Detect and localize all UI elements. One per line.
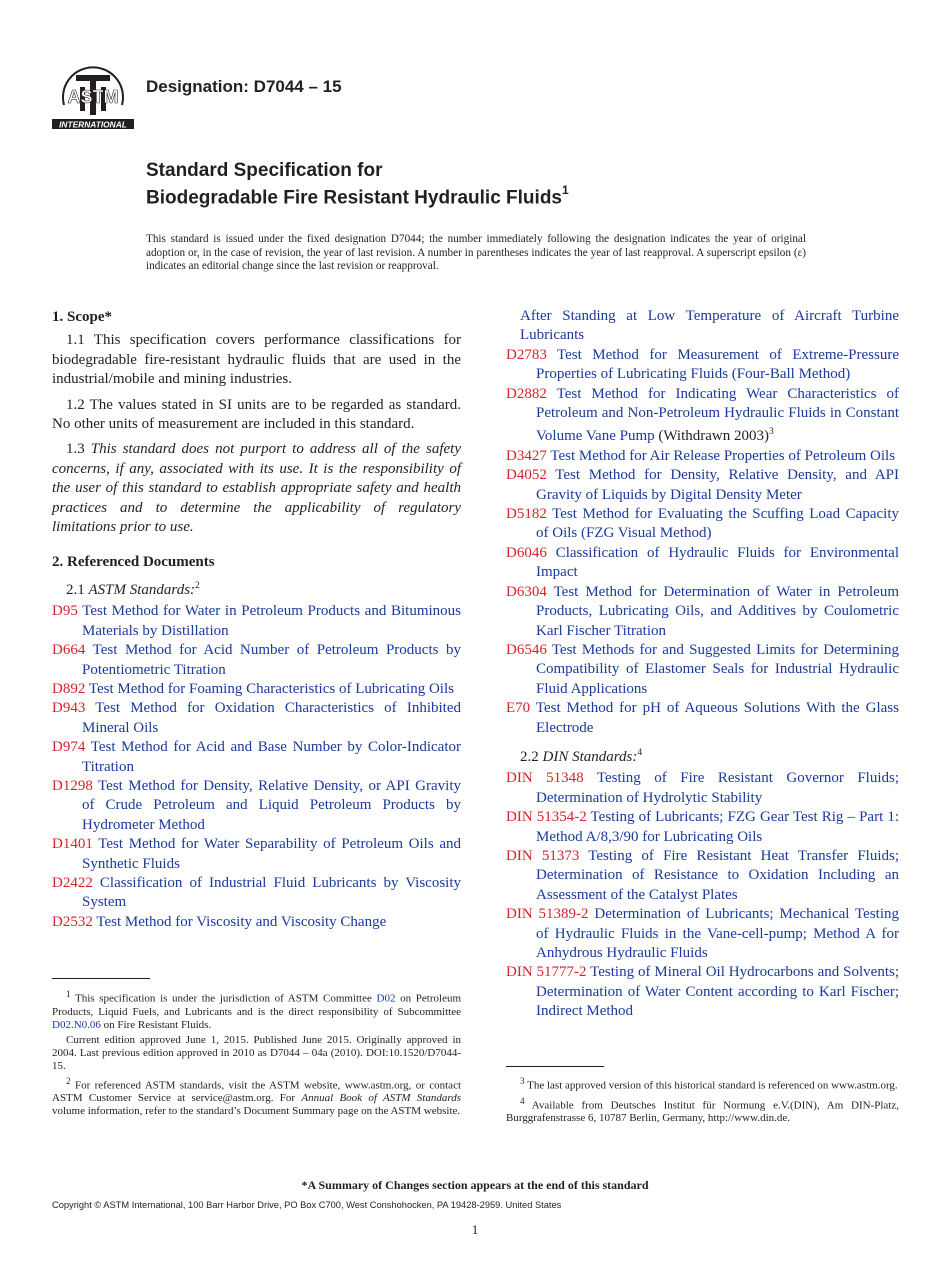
reference-title-link[interactable]: Test Method for Acid and Base Number by Color-Indicator Titration: [82, 739, 462, 775]
astm-standards-mark: 2: [195, 580, 200, 591]
footnotes-left: [52, 988, 461, 1120]
reference-item: [506, 544, 899, 583]
reference-code-link[interactable]: D6046: [506, 544, 547, 561]
reference-code-link[interactable]: D5182: [506, 506, 547, 523]
footnote-1-text-c: on Fire Resistant Fluids.: [103, 1018, 212, 1031]
reference-item: [52, 602, 461, 641]
reference-code-link[interactable]: D1401: [52, 836, 93, 853]
reference-item: [506, 346, 899, 385]
d2532-continuation: After Standing at Low Temperature of Aircraft Turbine Lubricants: [520, 308, 899, 344]
din-ref-list: [506, 769, 899, 1021]
summary-of-changes-note: *A Summary of Changes section appears at the end of this standard: [301, 1178, 649, 1192]
footnote-4-mark: 4: [520, 1095, 525, 1106]
reference-title-link[interactable]: Test Method for Foaming Characteristics of Lubricating Oils: [88, 680, 454, 697]
reference-item: [52, 641, 461, 680]
reference-item: [506, 699, 899, 738]
footnote-4: [506, 1095, 899, 1126]
astm-standards-label: [52, 577, 461, 600]
reference-item: [506, 847, 899, 905]
subcommittee-link[interactable]: D02.N0.06: [52, 1018, 101, 1031]
reference-title-link[interactable]: Test Method for Density, Relative Density, and API Gravity of Liquids by Digital Density Meter: [536, 467, 899, 503]
logo-subtext: INTERNATIONAL: [59, 119, 127, 130]
refdocs-heading: 2. Referenced Documents: [52, 554, 215, 571]
reference-item: [52, 738, 461, 777]
logo-text: ASTM: [67, 87, 119, 107]
footnote-1-text-a: This specification is under the jurisdiction of ASTM Committee: [75, 992, 372, 1005]
astm-ref-list-left: [52, 602, 461, 932]
footnote-rule-right: [506, 1066, 604, 1067]
din-standards-title: DIN Standards:: [542, 748, 638, 765]
scope-1-3-number: 1.3: [66, 441, 85, 458]
right-column: [506, 307, 899, 1022]
scope-1-3: [52, 440, 461, 537]
reference-title-link[interactable]: Test Method for Indicating Wear Characteristics of Petroleum and Non-Petroleum Hydraulic Fluids in Constant Volume Vane Pump: [536, 385, 899, 445]
left-column: [52, 308, 461, 932]
page-number: 1: [471, 1222, 479, 1237]
reference-title-link[interactable]: Test Method for Evaluating the Scuffing Load Capacity of Oils (FZG Visual Method): [536, 506, 899, 542]
footnote-2: [52, 1075, 461, 1119]
reference-title-link[interactable]: Test Method for Density, Relative Density, or API Gravity of Crude Petroleum and Liquid Petroleum Products by Hydrometer Method: [82, 777, 461, 833]
reference-title-link[interactable]: Test Method for Air Release Properties of Petroleum Oils: [550, 447, 896, 464]
din-standards-number: 2.2: [520, 748, 539, 765]
reference-code-link[interactable]: DIN 51354-2: [506, 809, 587, 826]
reference-code-link[interactable]: D6304: [506, 583, 547, 600]
reference-title-link[interactable]: Test Method for Water in Petroleum Products and Bituminous Materials by Distillation: [82, 603, 462, 639]
footnote-4-text: Available from Deutsches Institut für Normung e.V.(DIN), Am DIN-Platz, Burggrafenstrasse 6, 10787 Berlin, Germany, http://www.din.de.: [506, 1099, 899, 1125]
reference-title-link[interactable]: Test Method for Viscosity and Viscosity Change: [96, 913, 387, 930]
astm-standards-number: 2.1: [66, 581, 85, 598]
reference-code-link[interactable]: DIN 51373: [506, 847, 580, 864]
astm-ref-list-right: [506, 346, 899, 738]
footnote-2-text-a: For referenced ASTM standards, visit the ASTM website, www.astm.org, or contact ASTM Customer Service at service@astm.org. For: [52, 1079, 462, 1105]
reference-title-link[interactable]: Test Method for Water Separability of Petroleum Oils and Synthetic Fluids: [82, 836, 461, 872]
reference-title-link[interactable]: Test Method for pH of Aqueous Solutions With the Glass Electrode: [535, 700, 899, 736]
reference-code-link[interactable]: D3427: [506, 447, 547, 464]
reference-item: [52, 699, 461, 738]
reference-item: [506, 583, 899, 641]
footnote-3: [506, 1075, 899, 1093]
reference-item: [52, 874, 461, 913]
reference-title-link[interactable]: Test Method for Determination of Water in Petroleum Products, Lubricating Oils, and Additives by Coulometric Karl Fischer Titration: [536, 583, 899, 639]
reference-code-link[interactable]: D1298: [52, 777, 93, 794]
title-line-1: Standard Specification for: [146, 160, 383, 181]
reference-code-link[interactable]: D2422: [52, 874, 93, 891]
reference-code-link[interactable]: D2783: [506, 346, 547, 363]
reference-title-link[interactable]: Testing of Mineral Oil Hydrocarbons and Solvents; Determination of Water Content according to Karl Fischer; Indirect Method: [536, 964, 899, 1020]
reference-item: [52, 913, 461, 932]
reference-item: [506, 808, 899, 847]
footnote-current-edition: Current edition approved June 1, 2015. Published June 2015. Originally approved in 2004. Last previous edition approved in 2010 as D7044 – 04a (2010). DOI:10.1520/D7044-15.: [52, 1033, 461, 1072]
reference-item: [506, 447, 899, 466]
scope-1-1: 1.1 This specification covers performance classifications for biodegradable fire-resistant hydraulic fluids that are used in the industrial/mobile and mining industries.: [52, 332, 461, 388]
footnote-rule-left: [52, 978, 150, 979]
reference-title-link[interactable]: Classification of Hydraulic Fluids for Environmental Impact: [536, 544, 899, 581]
reference-withdrawn-note: (Withdrawn 2003): [658, 428, 769, 445]
footnote-2-text-b: volume information, refer to the standard’s Document Summary page on the ASTM website.: [52, 1105, 461, 1118]
reference-item: [506, 385, 899, 447]
reference-code-link[interactable]: DIN 51777-2: [506, 964, 587, 981]
reference-code-link[interactable]: DIN 51348: [506, 770, 584, 787]
reference-item: [506, 769, 899, 808]
reference-title-link[interactable]: Testing of Fire Resistant Heat Transfer Fluids; Determination of Resistance to Oxidation Including an Assessment of the Catalyst Plates: [536, 847, 899, 903]
reference-footnote-mark: 3: [769, 427, 774, 438]
reference-item: [506, 905, 899, 963]
reference-item: [506, 505, 899, 544]
reference-item: [52, 777, 461, 835]
reference-code-link[interactable]: D6546: [506, 641, 547, 658]
footnotes-right: [506, 1075, 899, 1127]
reference-code-link[interactable]: D2532: [52, 913, 93, 930]
reference-code-link[interactable]: D943: [52, 700, 86, 717]
copyright: Copyright © ASTM International, 100 Barr Harbor Drive, PO Box C700, West Conshohocken, PA 19428-2959. United States: [52, 1200, 562, 1210]
reference-title-link[interactable]: Test Method for Measurement of Extreme-Pressure Properties of Lubricating Fluids (Four-Ball Method): [536, 346, 899, 383]
reference-code-link[interactable]: D892: [52, 680, 86, 697]
footnote-2-mark: 2: [66, 1075, 71, 1086]
footnote-3-mark: 3: [520, 1076, 525, 1086]
reference-title-link[interactable]: Test Method for Oxidation Characteristics of Inhibited Mineral Oils: [82, 700, 461, 736]
din-standards-mark: 4: [637, 747, 643, 758]
title-footnote-mark: 1: [562, 183, 569, 197]
title-text: Biodegradable Fire Resistant Hydraulic Fluids: [146, 187, 562, 209]
footnote-3-text: The last approved version of this historical standard is referenced on www.astm.org.: [527, 1079, 898, 1092]
reference-title-link[interactable]: Test Method for Acid Number of Petroleum Products by Potentiometric Titration: [82, 642, 461, 678]
reference-item: [52, 680, 461, 699]
reference-title-link[interactable]: Determination of Lubricants; Mechanical Testing of Hydraulic Fluids in the Vane-cell-pump; Method A for Anhydrous Hydraulic Fluids: [536, 906, 899, 961]
reference-code-link[interactable]: D664: [52, 642, 86, 659]
reference-title-link[interactable]: Classification of Industrial Fluid Lubricants by Viscosity System: [82, 874, 462, 911]
reference-item: [506, 963, 899, 1021]
designation: Designation: D7044 – 15: [146, 77, 342, 96]
reference-title-link[interactable]: Test Methods for and Suggested Limits for Determining Compatibility of Elastomer Seals for Industrial Hydraulic Fluid Applications: [536, 641, 900, 697]
scope-heading: 1. Scope*: [52, 309, 112, 325]
reference-code-link[interactable]: D974: [52, 739, 86, 756]
footnote-1-text-b: on Petroleum Products, Liquid Fuels, and Lubricants and is the direct responsibility of Subcommittee: [52, 992, 462, 1018]
reference-code-link[interactable]: D4052: [506, 467, 547, 484]
reference-title-link[interactable]: Testing of Fire Resistant Governor Fluids; Determination of Hydrolytic Stability: [536, 770, 899, 806]
reference-code-link[interactable]: DIN 51389-2: [506, 906, 589, 923]
scope-1-3-text: This standard does not purport to address all of the safety concerns, if any, associated with its use. It is the responsibility of the user of this standard to establish appropriate safety and health practices and to determine the applicability of regulatory limitations prior to use.: [52, 441, 461, 536]
committee-d02-link[interactable]: D02: [376, 992, 396, 1005]
reference-code-link[interactable]: D95: [52, 603, 78, 620]
title-line-2: [146, 185, 569, 209]
astm-logo: [50, 57, 136, 133]
reference-item: [506, 641, 899, 699]
reference-title-link[interactable]: Testing of Lubricants; FZG Gear Test Rig – Part 1: Method A/8,3/90 for Lubricating Oils: [536, 809, 899, 845]
reference-code-link[interactable]: E70: [506, 700, 531, 717]
footnote-1: [52, 988, 461, 1032]
footnote-2-italic: Annual Book of ASTM Standards: [301, 1092, 462, 1105]
astm-standards-title: ASTM Standards:: [88, 581, 196, 598]
scope-1-2: 1.2 The values stated in SI units are to be regarded as standard. No other units of measurement are included in this standard.: [52, 396, 461, 433]
reference-code-link[interactable]: D2882: [506, 385, 547, 402]
din-standards-label: [506, 744, 899, 767]
footnote-1-mark: 1: [66, 989, 71, 999]
reference-item: [506, 466, 899, 505]
preamble: This standard is issued under the fixed designation D7044; the number immediately following the designation indicates the year of original adoption or, in the case of revision, the year of last revision. A number in parentheses indicates the year of last reapproval. A superscript epsilon (ε) indicates an editorial change since the last revision or reapproval.: [146, 233, 806, 272]
reference-item: [52, 835, 461, 874]
